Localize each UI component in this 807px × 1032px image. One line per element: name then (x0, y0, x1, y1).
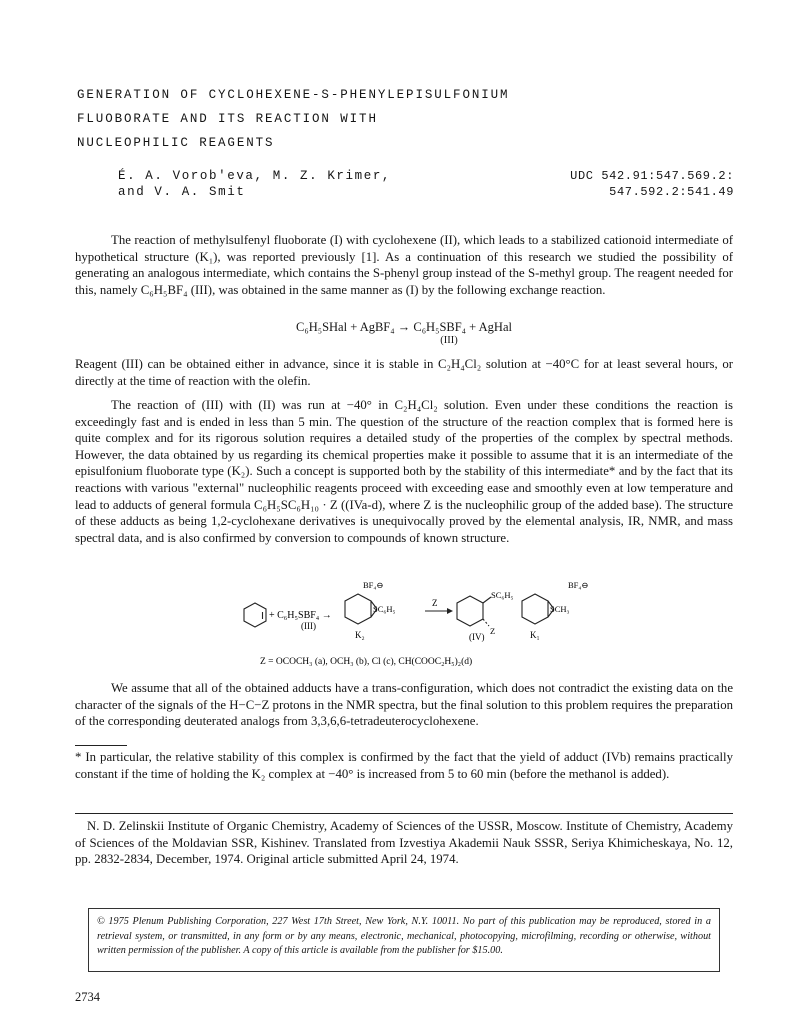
paper-title-line-2: FLUOBORATE AND ITS REACTION WITH (77, 112, 378, 126)
exchange-equation: C₆H₅SHal + AgBF₄ → C₆H₅SBF₄ + AgHal (296, 320, 512, 334)
iv-label: (IV) (469, 632, 485, 642)
k2-anion: BF₄⊖ (363, 580, 384, 590)
paper-title-line-3: NUCLEOPHILIC REAGENTS (77, 136, 275, 150)
k1-label: K₁ (530, 630, 540, 640)
iv-substituent: SC₆H₅ (491, 590, 514, 600)
k2-label: K₂ (355, 630, 365, 640)
iv-z-group: Z (490, 626, 496, 636)
affiliation: N. D. Zelinskii Institute of Organic Chemistry, Academy of Sciences of the USSR, Moscow. Institute of Chemistry, Academy of Sciences of the Moldavian SSR, Kishinev. Translated from Izvestiya Akademii Nauk SSSR, Seriya Khimicheskaya, No. 12, pp. 2832-2834, December, 1974. Original article submitted April 24, 1974. (75, 819, 733, 867)
reaction-scheme (225, 576, 625, 668)
affiliation-rule (75, 813, 733, 814)
k1-anion: BF₄⊖ (568, 580, 589, 590)
footnote-rule (75, 745, 127, 746)
k2-substituent: SC₆H₅ (373, 604, 396, 614)
udc-code (570, 168, 734, 200)
authors (118, 168, 391, 200)
udc-line-2: 547.592.2:541.49 (609, 185, 734, 199)
paragraph-2: Reagent (III) can be obtained either in advance, since it is stable in C₂H₄Cl₂ solution at −40°C for at least several hours, or directly at the time of reaction with the olefin. (75, 357, 733, 388)
z-legend: Z = OCOCH₃ (a), OCH₃ (b), Cl (c), CH(COOC₂H₅)₂(d) (260, 657, 473, 667)
adduct-iv-structure (457, 596, 491, 626)
scheme-reagent: + C₆H₅SBF₄ → (269, 610, 332, 621)
copyright-text: © 1975 Plenum Publishing Corporation, 227 West 17th Street, New York, N.Y. 10011. No part of this publication may be reproduced, stored in a retrieval system, or transmitted, in any form or by any means, electronic, mechanical, photocopying, microfilming, recording or otherwise, without written permission of the publisher. A copy of this article is available from the publisher for $15.00. (97, 916, 711, 956)
page-number: 2734 (75, 990, 100, 1004)
copyright-box (88, 908, 720, 972)
k1-substituent: SCH₃ (550, 604, 570, 614)
udc-line-1: UDC 542.91:547.569.2: (570, 169, 734, 183)
footnote: * In particular, the relative stability of this complex is confirmed by the fact that the yield of adduct (IVb) remains practically constant if the time of holding the K₂ complex at −40° is increased from 5 to 60 min (before the methanol is added). (75, 750, 733, 781)
authors-line-1: É. A. Vorob'eva, M. Z. Krimer, (118, 169, 392, 183)
paper-title-line-1: GENERATION OF CYCLOHEXENE-S-PHENYLEPISULFONIUM (77, 88, 510, 102)
arrow-head (447, 608, 453, 614)
cyclohexene-structure (244, 603, 266, 627)
authors-line-2: and V. A. Smit (118, 185, 246, 199)
paragraph-1: The reaction of methylsulfenyl fluoborate (I) with cyclohexene (II), which leads to a stabilized cationoid intermediate of hypothetical structure (K₁), was reported previously [1]. As a continuation of this research we studied the possibility of generating an analogous intermediate, which contains the S-phenyl group instead of the S-methyl group. The reagent needed for this, namely C₆H₅BF₄ (III), was obtained in the same manner as (I) by the following exchange reaction. (75, 233, 733, 297)
equation-label: (III) (440, 335, 458, 346)
scheme-reagent-label: (III) (301, 621, 316, 631)
paragraph-3: The reaction of (III) with (II) was run at −40° in C₂H₄Cl₂ solution. Even under these conditions the reaction is exceedingly fast and is ended in less than 5 min. The question of the structure of the reaction complex that is formed here is quite complex and for its rigorous solution requires a detailed study of the properties of the complex by spectral methods. However, the data obtained by us regarding its chemical properties make it possible to assume that it is an intermediate of the episulfonium fluoborate type (K₂). Such a concept is supported both by the stability of this intermediate* and by the fact that its reactions with various "external" nucleophilic reagents proceed with exceeding ease and smoothly even at low temperature and lead to adducts of general formula C₆H₅SC₆H₁₀ · Z ((IVa-d), where Z is the nucleophilic group of the added base). The structure of these adducts as being 1,2-cyclohexane derivatives is unequivocally proved by the elemental analysis, IR, NMR, and mass spectral data, and is also confirmed by conversion to compounds of known structure. (75, 398, 733, 545)
arrow-label: Z (432, 598, 438, 608)
paragraph-4: We assume that all of the obtained adducts have a trans-configuration, which does not contradict the existing data on the character of the signals of the H−C−Z protons in the NMR spectra, but the final solution to this problem requires the preparation of the corresponding deuterated analogs from 3,3,6,6-tetradeuterocyclohexene. (75, 681, 733, 729)
